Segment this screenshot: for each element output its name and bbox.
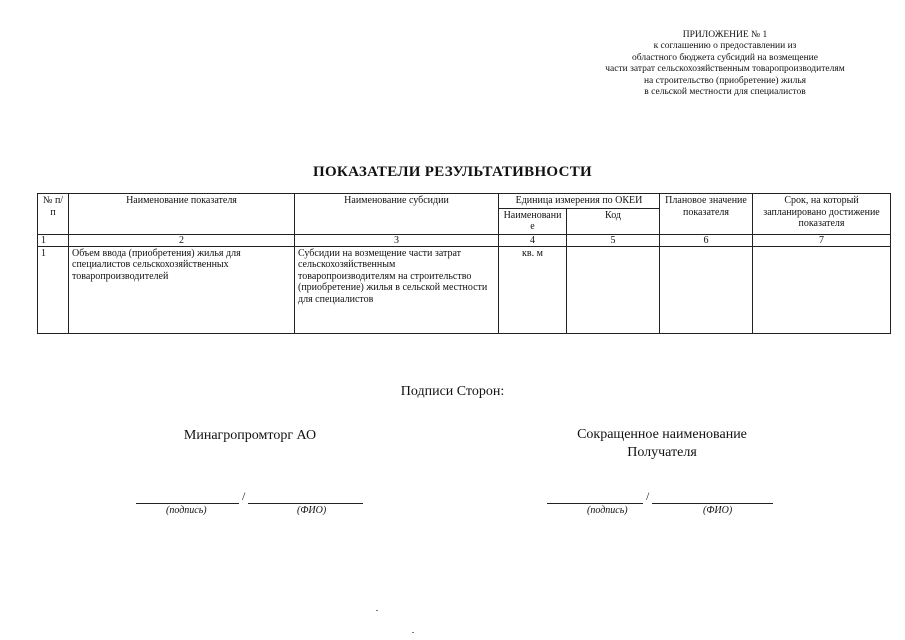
appendix-line: к соглашению о предоставлении из <box>653 41 797 52</box>
appendix-line: части затрат сельскохозяйственным товаропроизводителям <box>605 64 845 75</box>
appendix-header <box>560 30 890 98</box>
header-unit-group: Единица измерения по ОКЕИ <box>499 194 660 209</box>
row-deadline <box>753 246 891 333</box>
column-number: 2 <box>69 234 295 246</box>
row-subsidy: Субсидии на возмещение части затрат сельскохозяйственным товаропроизводителям на строительство (приобретение) жилья в сельской местности для специалистов <box>295 246 499 333</box>
appendix-line: областного бюджета субсидий на возмещение <box>632 52 818 63</box>
column-number: 1 <box>38 234 69 246</box>
left-party-name: Минагропромторг АО <box>183 428 317 443</box>
signatures-title: Подписи Сторон: <box>400 384 505 399</box>
column-number: 4 <box>499 234 567 246</box>
row-num: 1 <box>38 246 69 333</box>
header-planned: Плановое значение показателя <box>660 194 753 235</box>
left-sign-caption: (подпись) <box>166 505 207 516</box>
scan-speck <box>412 632 414 633</box>
appendix-line: ПРИЛОЖЕНИЕ № 1 <box>682 30 768 40</box>
name-underline <box>652 491 773 504</box>
indicators-table <box>37 193 891 334</box>
signature-separator: / <box>242 489 246 503</box>
header-subsidy: Наименование субсидии <box>295 194 499 235</box>
right-signature-line <box>547 489 773 504</box>
column-number: 7 <box>753 234 891 246</box>
row-planned <box>660 246 753 333</box>
document-title: ПОКАЗАТЕЛИ РЕЗУЛЬТАТИВНОСТИ <box>313 164 592 180</box>
row-unit-code <box>567 246 660 333</box>
scan-speck <box>376 610 378 611</box>
row-indicator: Объем ввода (приобретения) жилья для специалистов сельскохозяйственных товаропроизводителей <box>69 246 295 333</box>
right-sign-caption: (подпись) <box>587 505 628 516</box>
appendix-line: в сельской местности для специалистов <box>644 87 806 98</box>
column-number: 6 <box>660 234 753 246</box>
header-unit-name: Наименование <box>499 208 567 234</box>
column-number: 5 <box>567 234 660 246</box>
signature-underline <box>547 491 643 504</box>
header-unit-code: Код <box>567 208 660 234</box>
left-name-caption: (ФИО) <box>297 505 327 516</box>
column-number-row <box>38 234 891 246</box>
header-deadline: Срок, на который запланировано достижение показателя <box>753 194 891 235</box>
table-header-row <box>38 194 891 209</box>
header-indicator: Наименование показателя <box>69 194 295 235</box>
signature-underline <box>136 491 239 504</box>
header-num: № п/п <box>38 194 69 235</box>
table-row <box>38 246 891 333</box>
signature-separator: / <box>646 489 650 503</box>
name-underline <box>248 491 363 504</box>
appendix-line: на строительство (приобретение) жилья <box>643 75 807 86</box>
right-party-name: Сокращенное наименование Получателя <box>577 427 747 460</box>
column-number: 3 <box>295 234 499 246</box>
left-signature-line <box>136 489 363 504</box>
row-unit-name: кв. м <box>499 246 567 333</box>
right-name-caption: (ФИО) <box>703 505 733 516</box>
